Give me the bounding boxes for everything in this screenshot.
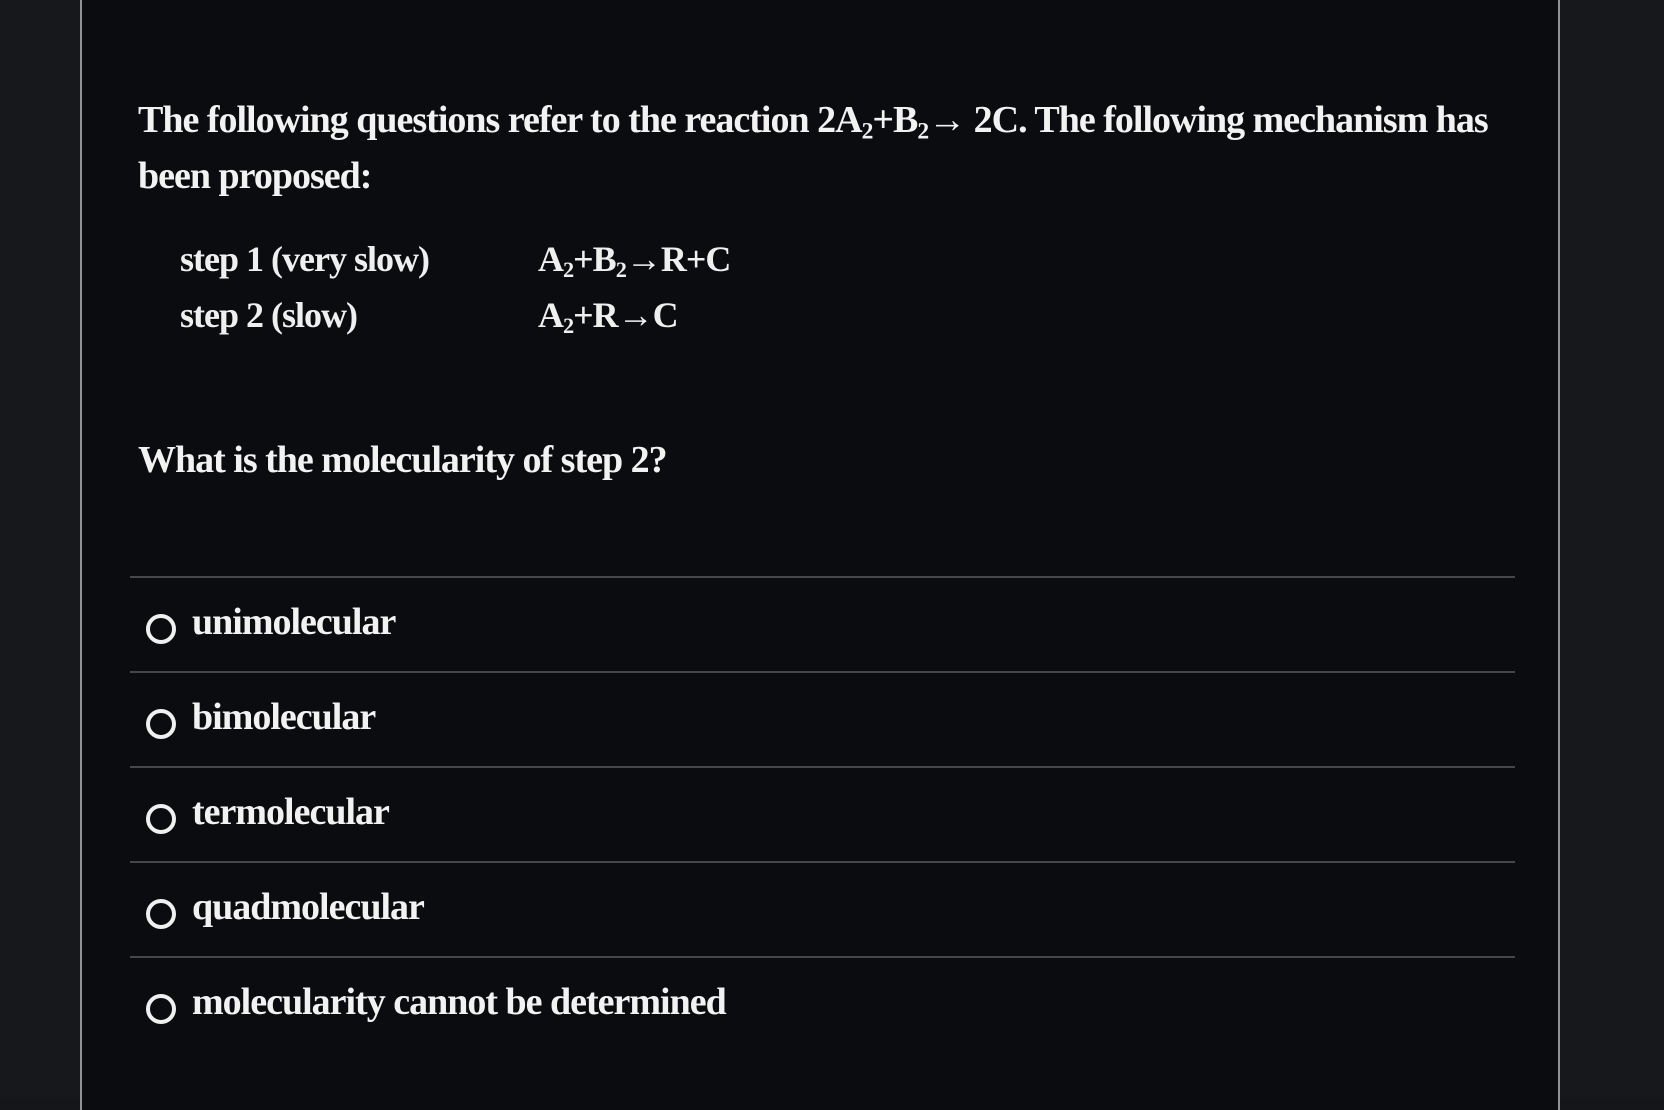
intro-text-part: +B	[872, 99, 918, 141]
option-label[interactable]: quadmolecular	[192, 886, 424, 928]
radio-button[interactable]	[146, 614, 176, 644]
mechanism-steps	[180, 238, 880, 350]
option-label[interactable]: unimolecular	[192, 601, 396, 643]
intro-text-part: → 2C. The following mechanism has been proposed:	[138, 99, 1488, 197]
mechanism-step-1	[180, 238, 880, 294]
radio-button[interactable]	[146, 804, 176, 834]
radio-button[interactable]	[146, 709, 176, 739]
radio-button[interactable]	[146, 899, 176, 929]
answer-option-bimolecular[interactable]	[130, 671, 1515, 766]
radio-button[interactable]	[146, 994, 176, 1024]
option-label[interactable]: molecularity cannot be determined	[192, 981, 726, 1023]
option-label[interactable]: bimolecular	[192, 696, 376, 738]
step-equation: $A_2+B_2\to R+C$	[538, 239, 731, 283]
step-equation: $A_2+R\to C$	[538, 295, 678, 339]
subscript: 2	[861, 118, 873, 145]
step-label: step 1 (very slow)	[180, 239, 429, 279]
answer-option-cannot-be-determined[interactable]	[130, 956, 1515, 1051]
question-intro	[138, 92, 1538, 204]
answer-option-quadmolecular[interactable]	[130, 861, 1515, 956]
intro-text-part: The following questions refer to the reaction 2A	[138, 99, 862, 141]
step-label: step 2 (slow)	[180, 295, 357, 335]
question-text: What is the molecularity of step 2?	[138, 439, 667, 481]
answer-options	[130, 576, 1515, 1051]
answer-option-termolecular[interactable]	[130, 766, 1515, 861]
answer-option-unimolecular[interactable]	[130, 576, 1515, 671]
option-label[interactable]: termolecular	[192, 791, 389, 833]
mechanism-step-2	[180, 294, 880, 350]
subscript: 2	[917, 118, 929, 145]
